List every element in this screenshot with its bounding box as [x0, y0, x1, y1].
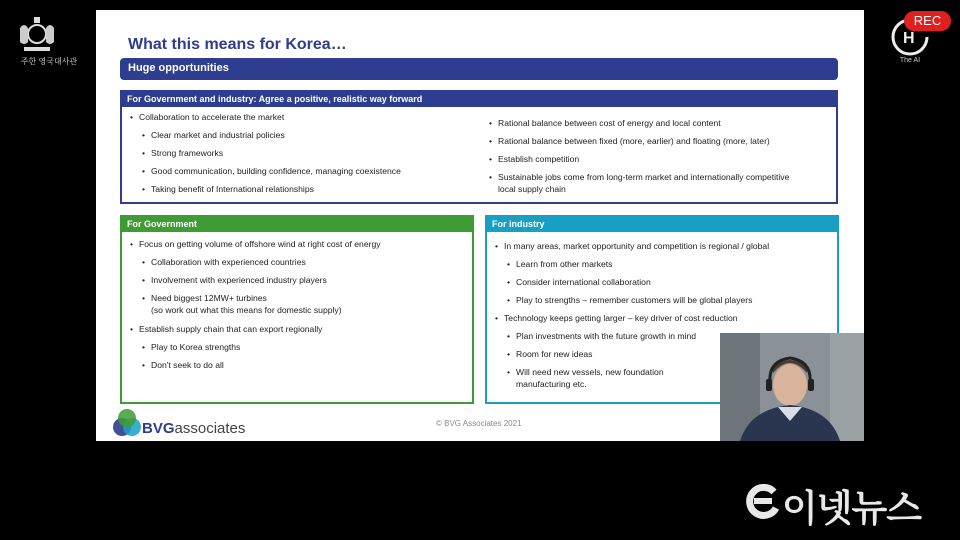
bvg-logo-text	[142, 420, 245, 437]
industry-header: For industry	[487, 217, 837, 232]
list-item: • Good communication, building confidence, managing coexistence	[151, 166, 401, 177]
royal-coat-of-arms-icon	[14, 14, 60, 54]
banner-bar	[120, 58, 838, 80]
slide-title: What this means for Korea…	[128, 36, 347, 53]
list-item: • Play to Korea strengths	[151, 342, 240, 353]
list-item: • Collaboration with experienced countries	[151, 257, 306, 268]
list-item: • In many areas, market opportunity and competition is regional / global	[504, 241, 769, 252]
list-item-continuation: local supply chain	[498, 184, 566, 194]
e-net-news-logo	[742, 478, 954, 530]
list-item: • Rational balance between cost of energy and local content	[498, 118, 721, 129]
list-item: • Establish competition	[498, 154, 579, 165]
list-item: • Need biggest 12MW+ turbines	[151, 293, 267, 304]
banner-label: Huge opportunities	[128, 62, 229, 74]
list-item-continuation: manufacturing etc.	[516, 379, 587, 389]
list-item: • Rational balance between fixed (more, earlier) and floating (more, later)	[498, 136, 770, 147]
list-item: • Room for new ideas	[516, 349, 592, 360]
presenter-webcam	[720, 333, 864, 441]
embassy-caption: 주한 영국대사관	[20, 57, 78, 66]
svg-text:H: H	[903, 30, 915, 47]
list-item: • Focus on getting volume of offshore wind at right cost of energy	[139, 239, 381, 250]
bvg-logo-rest: associates	[174, 420, 246, 437]
gov-industry-box	[120, 90, 838, 204]
brand-caption: The AI	[899, 57, 921, 64]
list-item: • Consider international collaboration	[516, 277, 651, 288]
list-item: • Technology keeps getting larger – key driver of cost reduction	[504, 313, 738, 324]
list-item: • Collaboration to accelerate the market	[139, 112, 284, 123]
e-net-news-logo-icon	[742, 482, 782, 520]
list-item: • Sustainable jobs come from long-term market and internationally competitive	[498, 172, 789, 183]
copyright-text: © BVG Associates 2021	[436, 419, 522, 428]
e-net-news-logo-text: 이넷뉴스	[782, 487, 921, 530]
list-item: • Don't seek to do all	[151, 360, 224, 371]
government-header: For Government	[122, 217, 472, 232]
list-item: • Taking benefit of International relationships	[151, 184, 314, 195]
list-item: • Clear market and industrial policies	[151, 130, 285, 141]
list-item-continuation: (so work out what this means for domestic supply)	[151, 305, 342, 315]
government-box	[120, 215, 474, 404]
list-item: • Strong frameworks	[151, 148, 223, 159]
list-item: • Involvement with experienced industry players	[151, 275, 327, 286]
list-item: • Plan investments with the future growth in mind	[516, 331, 696, 342]
bvg-logo-icon	[110, 408, 144, 438]
list-item: • Learn from other markets	[516, 259, 612, 270]
gov-industry-header: For Government and industry: Agree a positive, realistic way forward	[122, 92, 836, 107]
list-item: • Will need new vessels, new foundation	[516, 367, 664, 378]
list-item: • Establish supply chain that can export regionally	[139, 324, 322, 335]
rec-badge: REC	[904, 11, 951, 31]
list-item: • Play to strengths – remember customers will be global players	[516, 295, 752, 306]
bvg-logo-bold: BVG	[142, 420, 175, 437]
